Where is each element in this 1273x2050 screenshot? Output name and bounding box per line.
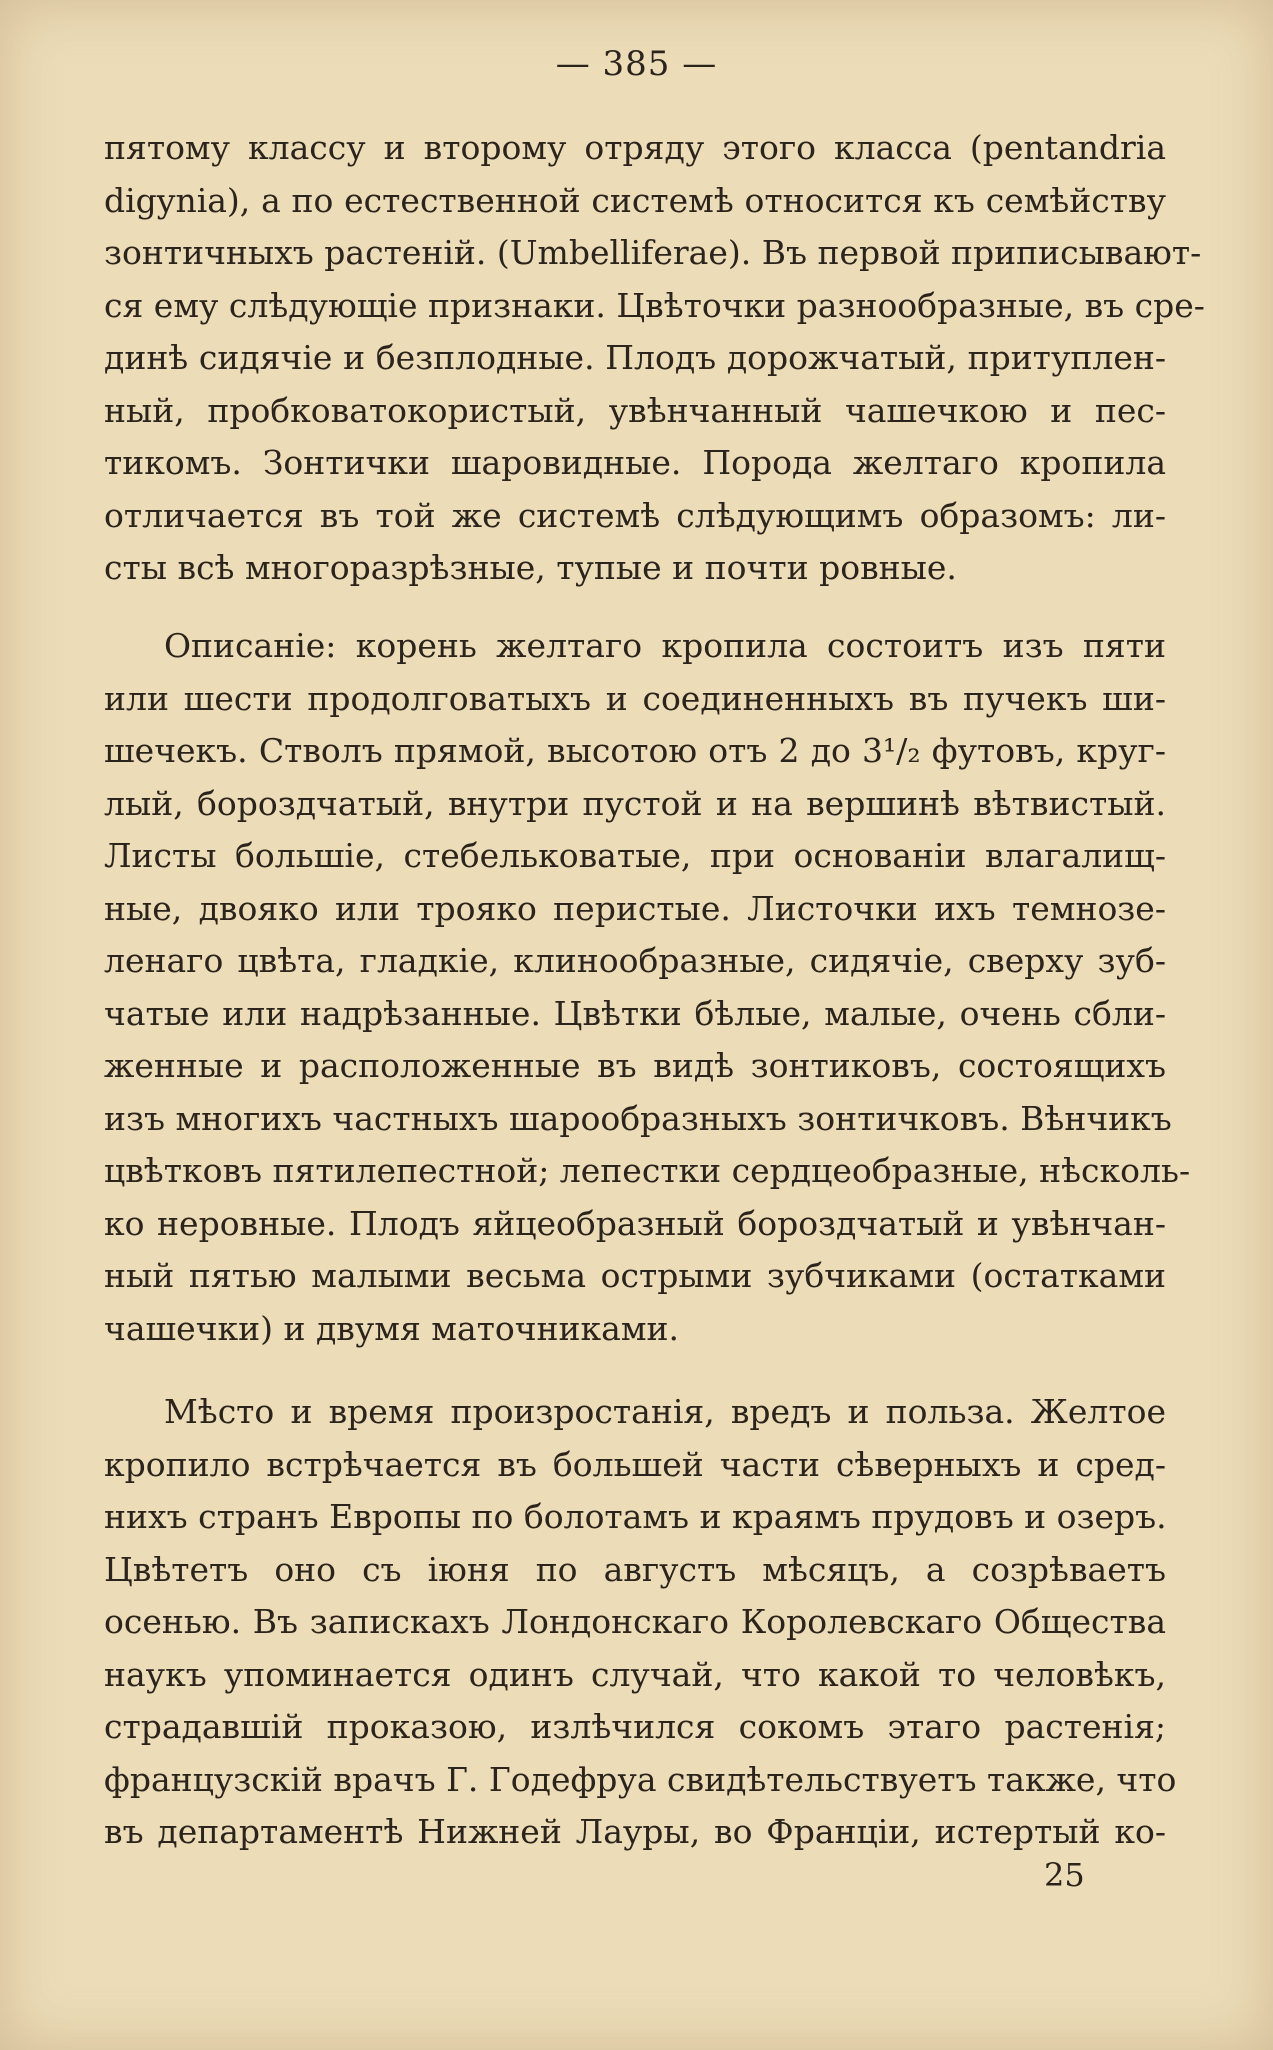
page-number: — 385 — [555, 44, 718, 84]
text-line: чашечки) и двумя маточниками. [104, 1308, 680, 1348]
text-line: Листы большіе, стебельковатые, при основаніи влагалищ- [104, 836, 1166, 875]
text-line: динѣ сидячіе и безплодные. Плодъ дорожчатый, притуплен- [104, 338, 1166, 377]
text-line: Мѣсто и время произростанія, вредъ и польза. Желтое [164, 1392, 1166, 1431]
signature-mark: 25 [1044, 1856, 1085, 1894]
text-line: лый, бороздчатый, внутри пустой и на вершинѣ вѣтвистый. [104, 783, 1166, 823]
text-line: ный, пробковатокористый, увѣнчанный чашечкою и пес- [104, 390, 1166, 430]
text-line: кропило встрѣчается въ большей части сѣверныхъ и сред- [104, 1444, 1166, 1484]
text-line: ный пятью малыми весьма острыми зубчиками (остатками [104, 1256, 1166, 1295]
paragraph-description [104, 620, 1191, 1355]
text-line: шечекъ. Стволъ прямой, высотою отъ 2 до 3¹/₂ футовъ, круг- [104, 731, 1166, 770]
text-line: ленаго цвѣта, гладкіе, клинообразные, сидячіе, сверху зуб- [104, 941, 1166, 980]
paragraph-habitat [104, 1386, 1177, 1859]
text-line: цвѣтковъ пятилепестной; лепестки сердцеобразные, нѣсколь- [104, 1151, 1191, 1190]
text-line: сты всѣ многоразрѣзные, тупые и почти ровные. [104, 548, 957, 587]
text-line: нихъ странъ Европы по болотамъ и краямъ прудовъ и озеръ. [104, 1497, 1167, 1536]
text-line: digynia), а по естественной системѣ относится къ семѣйству [104, 180, 1166, 220]
text-line: отличается въ той же системѣ слѣдующимъ образомъ: ли- [104, 495, 1166, 535]
text-line: тикомъ. Зонтички шаровидные. Порода желтаго кропила [104, 443, 1166, 482]
text-line: въ департаментѣ Нижней Лауры, во Франціи, истертый ко- [104, 1812, 1166, 1851]
text-line: Цвѣтетъ оно съ іюня по августъ мѣсяцъ, а созрѣваетъ [104, 1549, 1166, 1589]
text-line: Описаніе: корень желтаго кропила состоитъ изъ пяти [164, 626, 1166, 665]
text-line: страдавшій проказою, излѣчился сокомъ этаго растенія; [104, 1707, 1166, 1746]
text-line: ся ему слѣдующіе признаки. Цвѣточки разнообразные, въ сре- [104, 285, 1205, 325]
text-line: ко неровные. Плодъ яйцеобразный бороздчатый и увѣнчан- [104, 1203, 1166, 1243]
text-line: изъ многихъ частныхъ шарообразныхъ зонтичковъ. Вѣнчикъ [104, 1098, 1172, 1138]
text-line: пятому классу и второму отряду этого класса (pentandria [104, 128, 1166, 167]
text-line: чатые или надрѣзанные. Цвѣтки бѣлые, малые, очень сбли- [104, 993, 1166, 1033]
text-line: женные и расположенные въ видѣ зонтиковъ, состоящихъ [104, 1046, 1166, 1085]
text-line: зонтичныхъ растеній. (Umbelliferae). Въ первой приписывают- [104, 233, 1202, 272]
text-line: или шести продолговатыхъ и соединенныхъ въ пучекъ ши- [104, 678, 1166, 718]
text-line: осенью. Въ запискахъ Лондонскаго Королевскаго Общества [104, 1602, 1166, 1641]
text-line: наукъ упоминается одинъ случай, что какой то человѣкъ, [104, 1654, 1166, 1694]
paragraph-classification [104, 122, 1205, 595]
text-line: ные, двояко или трояко перистые. Листочки ихъ темнозе- [104, 888, 1166, 928]
text-line: французскій врачъ Г. Годефруа свидѣтельствуетъ также, что [104, 1759, 1177, 1799]
